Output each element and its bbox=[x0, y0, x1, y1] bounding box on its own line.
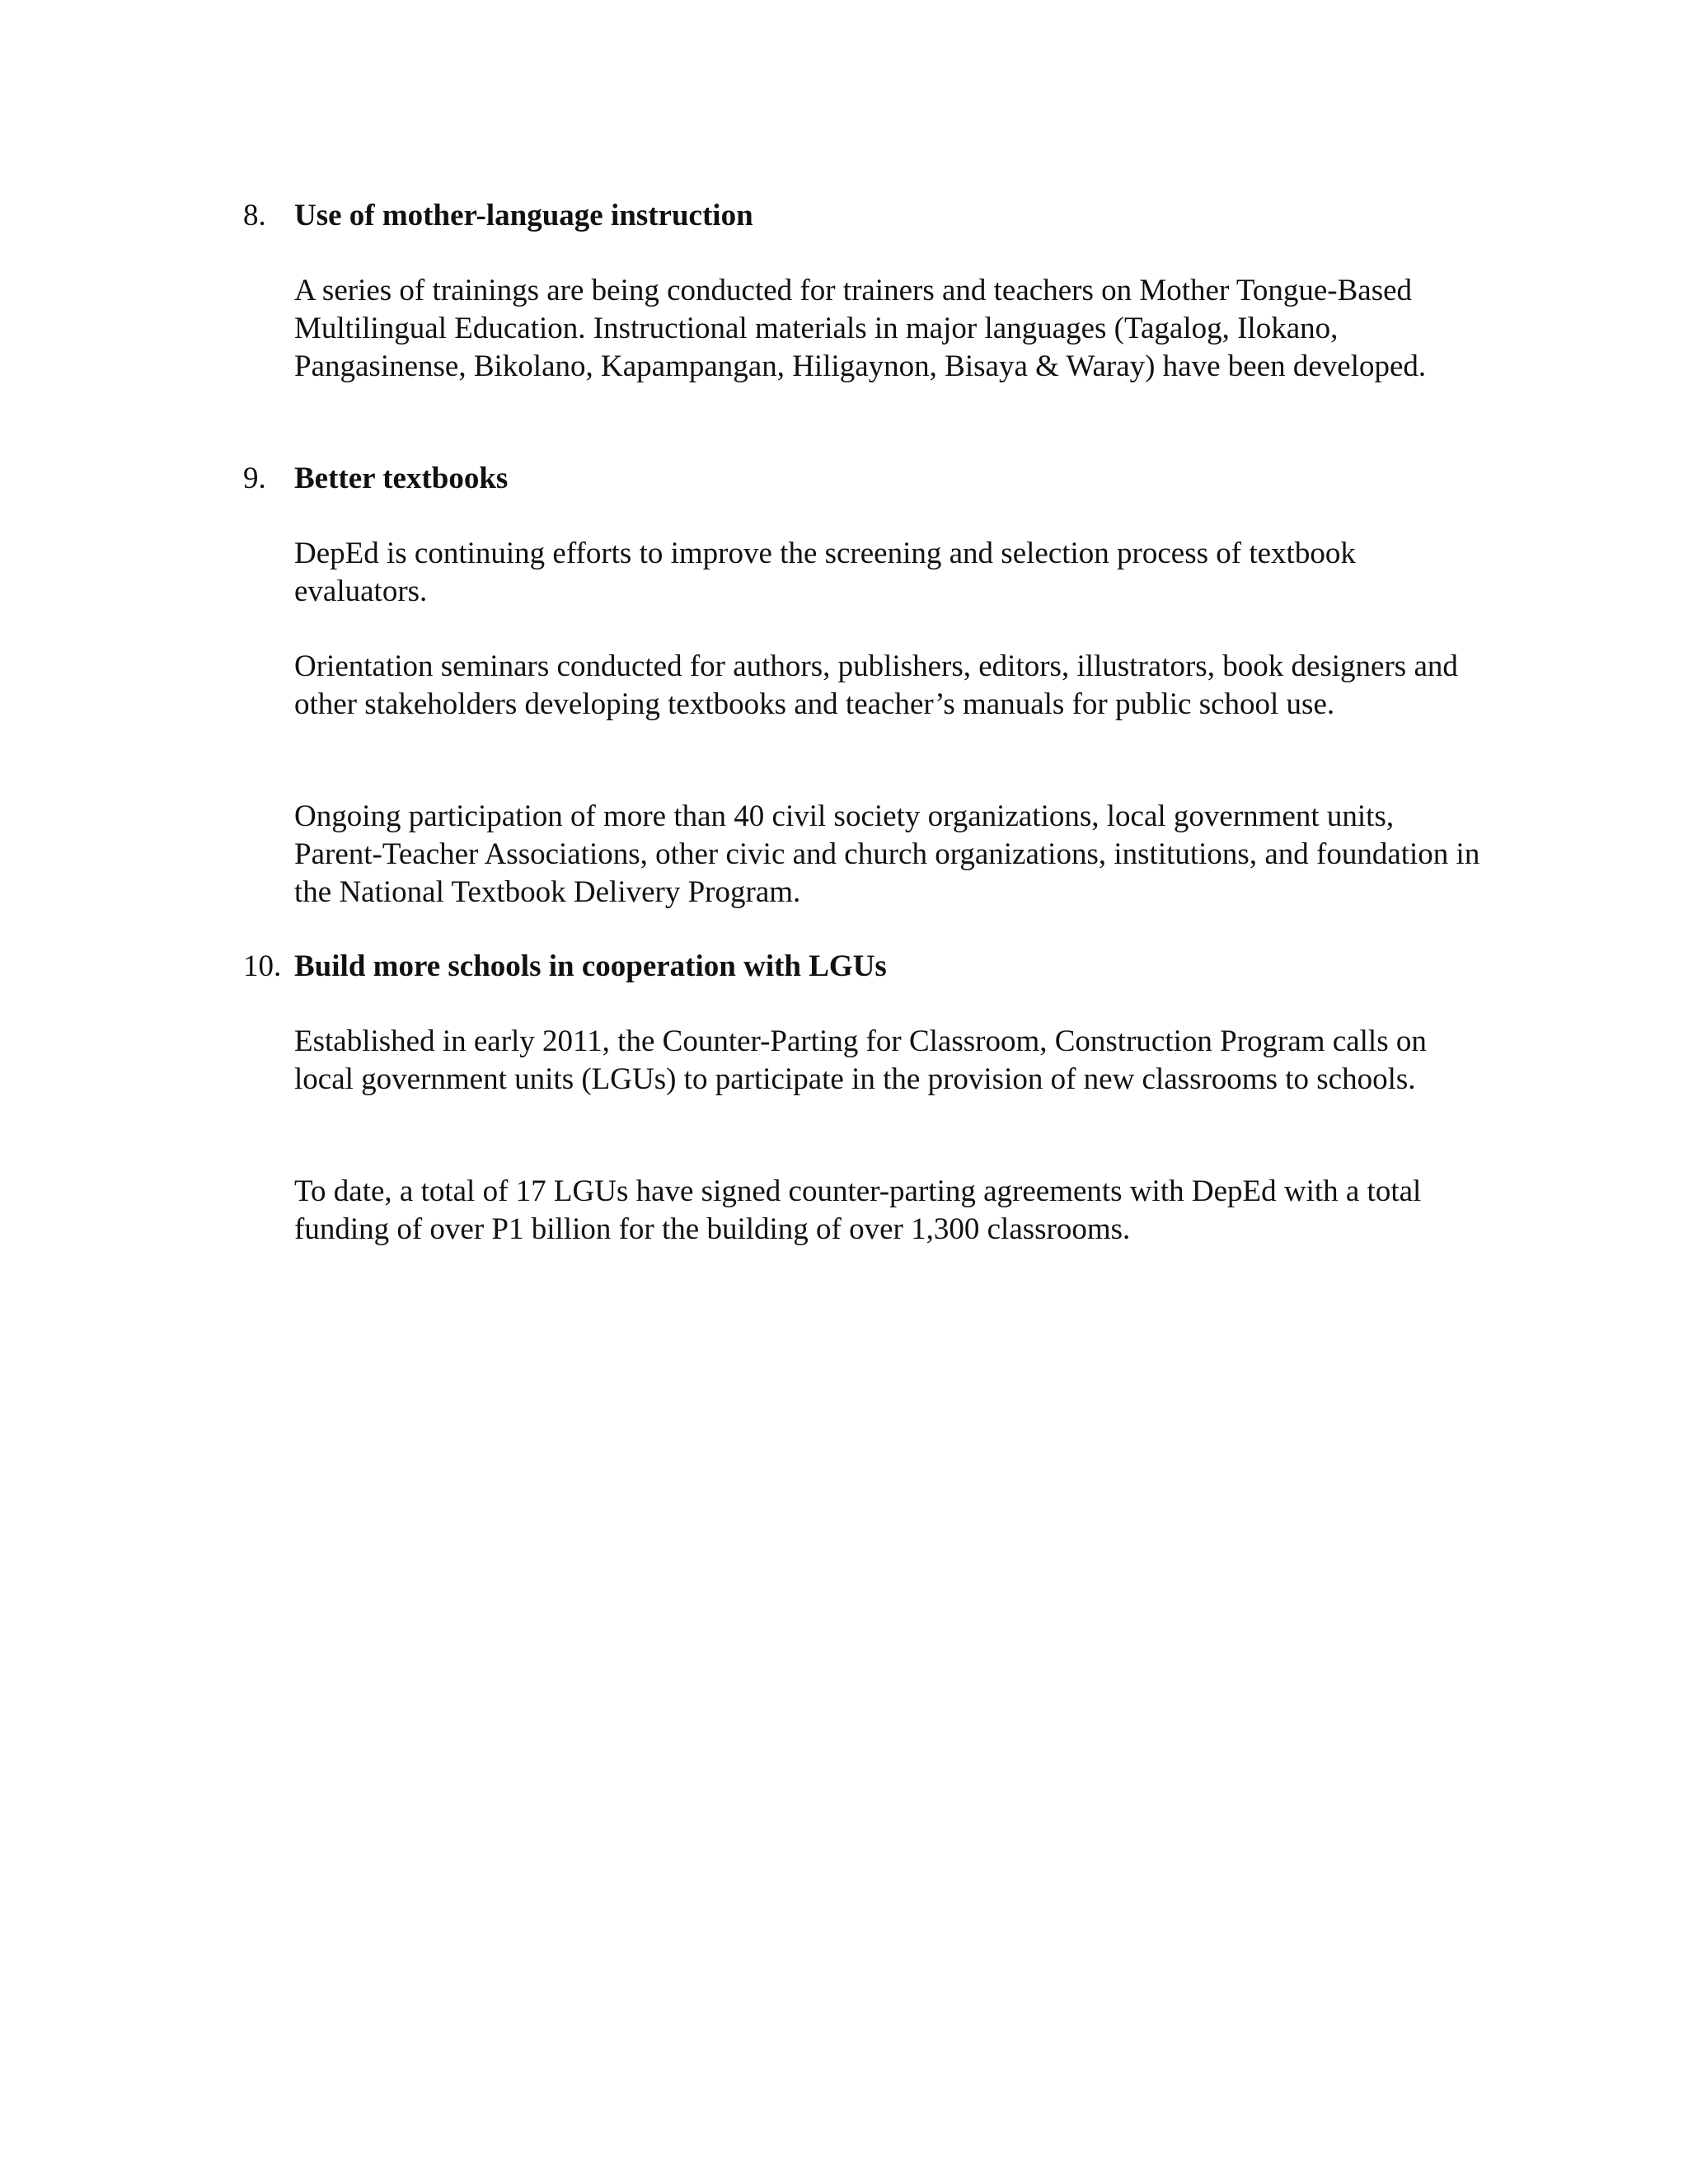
item-heading: Better textbooks bbox=[294, 462, 509, 495]
paragraph: Orientation seminars conducted for authors, publishers, editors, illustrators, book designers and other stakeholders developing textbooks and teacher’s manuals for public school use. bbox=[294, 649, 1458, 721]
item-heading: Use of mother-language instruction bbox=[294, 199, 753, 232]
paragraph: A series of trainings are being conducted for trainers and teachers on Mother Tongue-Based Multilingual Education. Instructional materials in major languages (Tagalog, Ilokano, Pangasinense, Bikolano, Kapampangan, Hiligaynon, Bisaya & Waray) have been developed. bbox=[294, 274, 1427, 383]
paragraph: Established in early 2011, the Counter-Parting for Classroom, Construction Program calls on local government units (LGUs) to participate in the provision of new classrooms to schools. bbox=[294, 1024, 1427, 1096]
paragraph: DepEd is continuing efforts to improve the screening and selection process of textbook evaluators. bbox=[294, 537, 1356, 608]
item-number: 10. bbox=[243, 949, 282, 983]
item-number: 8. bbox=[243, 199, 266, 232]
paragraph: To date, a total of 17 LGUs have signed counter-parting agreements with DepEd with a total funding of over P1 billion for the building of over 1,300 classrooms. bbox=[294, 1174, 1422, 1246]
item-heading: Build more schools in cooperation with LGUs bbox=[294, 949, 887, 983]
item-number: 9. bbox=[243, 462, 266, 495]
paragraph: Ongoing participation of more than 40 civil society organizations, local government units, Parent-Teacher Associations, other civic and church organizations, institutions, and foundation in the National Textbook Delivery Program. bbox=[294, 799, 1480, 909]
